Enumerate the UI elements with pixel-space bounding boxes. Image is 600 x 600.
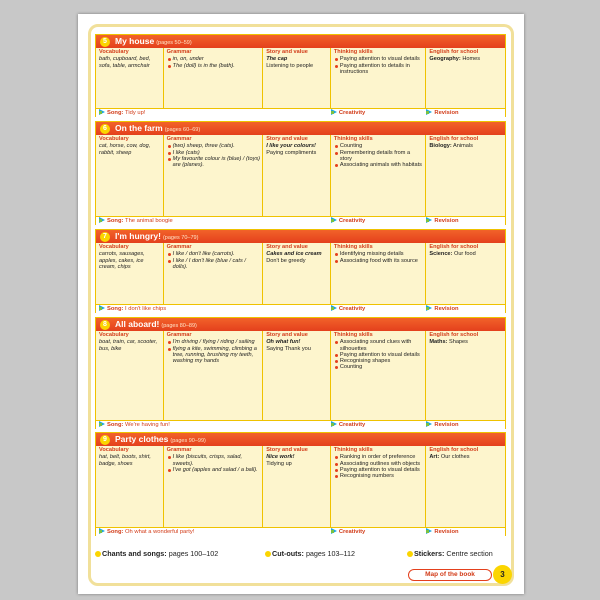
- story-column: [263, 243, 331, 304]
- english-column: [426, 243, 505, 304]
- grammar-item: I'm driving / flying / riding / sailing: [167, 339, 261, 345]
- song-title: I don't like chips: [125, 306, 167, 312]
- thinking-skill-item: Recognising shapes: [334, 358, 424, 364]
- vocabulary-column: [96, 243, 164, 304]
- unit-header: [96, 35, 505, 48]
- vocabulary-header: Vocabulary: [99, 332, 129, 338]
- creativity-flag-icon: [331, 305, 337, 311]
- creativity-label: [331, 305, 427, 313]
- vocabulary-header: Vocabulary: [99, 244, 129, 250]
- creativity-flag-icon: [331, 421, 337, 427]
- grammar-item: flying a kite, swimming, climbing a tree, running, brushing my teeth, washing my hands: [167, 346, 261, 365]
- grammar-column: [164, 331, 264, 420]
- grammar-column: [164, 446, 264, 527]
- unit-footer: [96, 304, 505, 313]
- thinking-list: [334, 56, 424, 75]
- story-column: [263, 331, 331, 420]
- subject-name: Geography:: [429, 56, 461, 63]
- creativity-flag-icon: [331, 217, 337, 223]
- unit-title: My house: [115, 36, 155, 46]
- unit-columns: [96, 135, 505, 216]
- story-header: Story and value: [266, 332, 308, 338]
- creativity-flag-icon: [331, 109, 337, 115]
- unit-header: [96, 230, 505, 243]
- grammar-item: The (doll) is in the (bath).: [167, 63, 261, 69]
- unit-number-badge: 7: [100, 232, 110, 242]
- english-header: English for school: [429, 447, 479, 453]
- grammar-list: [167, 56, 261, 69]
- song-label: [96, 421, 331, 429]
- creativity-label: [331, 109, 427, 117]
- song-title: Tidy up!: [125, 110, 146, 116]
- song-label: [96, 528, 331, 536]
- revision-flag-icon: [426, 528, 432, 534]
- story-value: Don't be greedy: [266, 257, 306, 264]
- unit-pages: (pages 80–89): [161, 323, 197, 329]
- english-column: [426, 331, 505, 420]
- song-title: The animal boogie: [125, 218, 173, 224]
- subject-name: Maths:: [429, 339, 448, 346]
- thinking-skill-item: Associating outlines with objects: [334, 461, 424, 467]
- thinking-skill-item: Paying attention to details in instructions: [334, 63, 424, 76]
- english-header: English for school: [429, 332, 479, 338]
- unit-5-block: [95, 34, 506, 117]
- thinking-list: [334, 251, 424, 264]
- thinking-column: [331, 331, 427, 420]
- map-of-book-label: Map of the book: [408, 569, 492, 581]
- subject-name: Art:: [429, 454, 440, 461]
- song-label: [96, 217, 331, 225]
- revision-flag-icon: [426, 421, 432, 427]
- song-heading: Song:: [107, 218, 124, 224]
- song-heading: Song:: [107, 110, 124, 116]
- revision-flag-icon: [426, 109, 432, 115]
- grammar-header: Grammar: [166, 332, 192, 338]
- creativity-text: Creativity: [338, 218, 366, 224]
- stickers-label: Stickers:: [414, 549, 445, 558]
- thinking-skill-item: Associating food with its source: [334, 258, 424, 264]
- thinking-skill-item: Associating animals with habitats: [334, 162, 424, 168]
- song-title: We're having fun!: [125, 422, 170, 428]
- grammar-list: [167, 339, 261, 364]
- unit-title: Party clothes: [115, 434, 169, 444]
- song-heading: Song:: [107, 529, 124, 535]
- grammar-item: I like (cats): [167, 150, 261, 156]
- song-flag-icon: [99, 109, 105, 115]
- vocabulary-text: bath, cupboard, bed, sofa, table, armchair: [99, 56, 151, 69]
- thinking-list: [334, 454, 424, 479]
- creativity-text: Creativity: [338, 422, 366, 428]
- english-header: English for school: [429, 244, 479, 250]
- story-title: Oh what fun!: [266, 339, 301, 346]
- unit-columns: [96, 446, 505, 527]
- vocabulary-text: boat, train, car, scooter, bus, bike: [99, 339, 158, 352]
- vocabulary-column: [96, 331, 164, 420]
- song-heading: Song:: [107, 422, 124, 428]
- grammar-header: Grammar: [166, 136, 192, 142]
- thinking-list: [334, 143, 424, 168]
- english-column: [426, 135, 505, 216]
- unit-8-block: [95, 317, 506, 429]
- cutouts-dot-icon: [265, 551, 271, 557]
- thinking-header: Thinking skills: [333, 447, 373, 453]
- revision-text: Revision: [434, 306, 459, 312]
- song-flag-icon: [99, 528, 105, 534]
- story-value: Saying Thank you: [266, 345, 311, 352]
- revision-flag-icon: [426, 217, 432, 223]
- song-heading: Song:: [107, 306, 124, 312]
- cutouts-label: Cut-outs:: [272, 549, 304, 558]
- thinking-skill-item: Counting: [334, 143, 424, 149]
- thinking-column: [331, 243, 427, 304]
- revision-label: [426, 217, 505, 225]
- thinking-header: Thinking skills: [333, 244, 373, 250]
- unit-pages: (pages 60–69): [164, 127, 201, 133]
- thinking-skill-item: Remembering details from a story: [334, 150, 424, 163]
- revision-text: Revision: [434, 218, 459, 224]
- thinking-list: [334, 339, 424, 370]
- unit-6-block: [95, 121, 506, 225]
- unit-pages: (pages 90–99): [170, 438, 206, 444]
- chants-value: pages 100–102: [168, 549, 219, 558]
- creativity-text: Creativity: [338, 110, 366, 116]
- vocabulary-column: [96, 446, 164, 527]
- creativity-label: [331, 421, 427, 429]
- song-title: Oh what a wonderful party!: [125, 529, 195, 535]
- story-value: Listening to people: [266, 62, 314, 69]
- unit-header: [96, 433, 505, 446]
- grammar-header: Grammar: [166, 447, 192, 453]
- song-label: [96, 305, 331, 313]
- unit-header: [96, 318, 505, 331]
- revision-text: Revision: [434, 529, 459, 535]
- unit-number-badge: 5: [100, 37, 110, 47]
- story-column: [263, 446, 331, 527]
- grammar-item: I like / I don't like (blue / cats / dolls).: [167, 258, 261, 271]
- creativity-label: [331, 528, 427, 536]
- unit-title: I'm hungry!: [115, 231, 161, 241]
- unit-header: [96, 122, 505, 135]
- story-title: The cap: [266, 56, 288, 63]
- story-header: Story and value: [266, 49, 308, 55]
- cutouts-value: pages 103–112: [305, 549, 355, 558]
- subject-name: Biology:: [429, 143, 452, 150]
- grammar-column: [164, 243, 264, 304]
- subject-topic: Our clothes: [440, 454, 470, 461]
- thinking-header: Thinking skills: [333, 136, 373, 142]
- story-value: Paying compliments: [266, 149, 317, 156]
- unit-number-badge: 8: [100, 320, 110, 330]
- unit-number-badge: 9: [100, 435, 110, 445]
- thinking-column: [331, 135, 427, 216]
- unit-columns: [96, 243, 505, 304]
- revision-label: [426, 109, 505, 117]
- revision-text: Revision: [434, 110, 459, 116]
- grammar-item: I've got (apples and salad / a ball).: [167, 467, 261, 473]
- song-flag-icon: [99, 421, 105, 427]
- unit-7-block: [95, 229, 506, 313]
- subject-topic: Shapes: [448, 339, 468, 346]
- thinking-header: Thinking skills: [333, 332, 373, 338]
- song-label: [96, 109, 331, 117]
- page-number: 3: [493, 565, 512, 584]
- story-column: [263, 135, 331, 216]
- subject-topic: Our food: [453, 251, 476, 258]
- revision-text: Revision: [434, 422, 459, 428]
- chants-label: Chants and songs:: [102, 549, 167, 558]
- unit-title: On the farm: [115, 123, 163, 133]
- unit-footer: [96, 216, 505, 225]
- thinking-skill-item: Paying attention to visual details: [334, 352, 424, 358]
- vocabulary-column: [96, 48, 164, 108]
- vocabulary-header: Vocabulary: [99, 49, 129, 55]
- grammar-column: [164, 135, 264, 216]
- stickers-info: [407, 549, 493, 558]
- unit-columns: [96, 331, 505, 420]
- stickers-value: Centre section: [446, 549, 493, 558]
- unit-footer: [96, 527, 505, 536]
- grammar-item: I like (biscuits, crisps, salad, sweets).: [167, 454, 261, 467]
- grammar-item: (two) sheep, three (cats).: [167, 143, 261, 149]
- thinking-header: Thinking skills: [333, 49, 373, 55]
- subject-topic: Animals: [453, 143, 473, 150]
- grammar-list: [167, 143, 261, 168]
- unit-number-badge: 6: [100, 124, 110, 134]
- cutouts-info: [265, 549, 355, 558]
- creativity-flag-icon: [331, 528, 337, 534]
- thinking-skill-item: Recognising numbers: [334, 473, 424, 479]
- unit-title: All aboard!: [115, 319, 160, 329]
- unit-columns: [96, 48, 505, 108]
- creativity-text: Creativity: [338, 529, 366, 535]
- subject-name: Science:: [429, 251, 453, 258]
- revision-flag-icon: [426, 305, 432, 311]
- unit-footer: [96, 420, 505, 429]
- grammar-column: [164, 48, 264, 108]
- chants-dot-icon: [95, 551, 101, 557]
- thinking-skill-item: Paying attention to visual details: [334, 467, 424, 473]
- thinking-skill-item: Counting: [334, 364, 424, 370]
- vocabulary-column: [96, 135, 164, 216]
- vocabulary-text: hat, belt, boots, shirt, badge, shoes: [99, 454, 151, 467]
- stickers-dot-icon: [407, 551, 413, 557]
- story-column: [263, 48, 331, 108]
- thinking-column: [331, 48, 427, 108]
- thinking-skill-item: Identifying missing details: [334, 251, 424, 257]
- english-header: English for school: [429, 136, 479, 142]
- thinking-skill-item: Associating sound clues with silhouettes: [334, 339, 424, 352]
- english-column: [426, 446, 505, 527]
- unit-pages: (pages 70–79): [162, 235, 199, 241]
- story-header: Story and value: [266, 136, 308, 142]
- thinking-skill-item: Ranking in order of preference: [334, 454, 424, 460]
- story-title: Cakes and ice cream: [266, 251, 322, 258]
- vocabulary-text: cat, horse, cow, dog, rabbit, sheep: [99, 143, 151, 156]
- revision-label: [426, 305, 505, 313]
- story-value: Tidying up: [266, 460, 292, 467]
- revision-label: [426, 528, 505, 536]
- chants-info: [95, 549, 218, 558]
- revision-label: [426, 421, 505, 429]
- story-header: Story and value: [266, 244, 308, 250]
- unit-9-block: [95, 432, 506, 536]
- grammar-list: [167, 251, 261, 270]
- grammar-header: Grammar: [166, 49, 192, 55]
- story-header: Story and value: [266, 447, 308, 453]
- song-flag-icon: [99, 305, 105, 311]
- song-flag-icon: [99, 217, 105, 223]
- subject-topic: Homes: [462, 56, 481, 63]
- vocabulary-header: Vocabulary: [99, 447, 129, 453]
- grammar-list: [167, 454, 261, 473]
- grammar-item: My favourite colour is (blue) / (toys) are (planes).: [167, 156, 261, 169]
- creativity-label: [331, 217, 427, 225]
- creativity-text: Creativity: [338, 306, 366, 312]
- unit-pages: (pages 50–59): [156, 40, 192, 46]
- thinking-skill-item: Paying attention to visual details: [334, 56, 424, 62]
- story-title: I like your colours!: [266, 143, 316, 150]
- unit-footer: [96, 108, 505, 117]
- grammar-item: I like / don't like (carrots).: [167, 251, 261, 257]
- grammar-item: in, on, under: [167, 56, 261, 62]
- english-column: [426, 48, 505, 108]
- story-title: Nice work!: [266, 454, 295, 461]
- grammar-header: Grammar: [166, 244, 192, 250]
- thinking-column: [331, 446, 427, 527]
- vocabulary-text: carrots, sausages, apples, cakes, ice cream, chips: [99, 251, 145, 270]
- vocabulary-header: Vocabulary: [99, 136, 129, 142]
- english-header: English for school: [429, 49, 479, 55]
